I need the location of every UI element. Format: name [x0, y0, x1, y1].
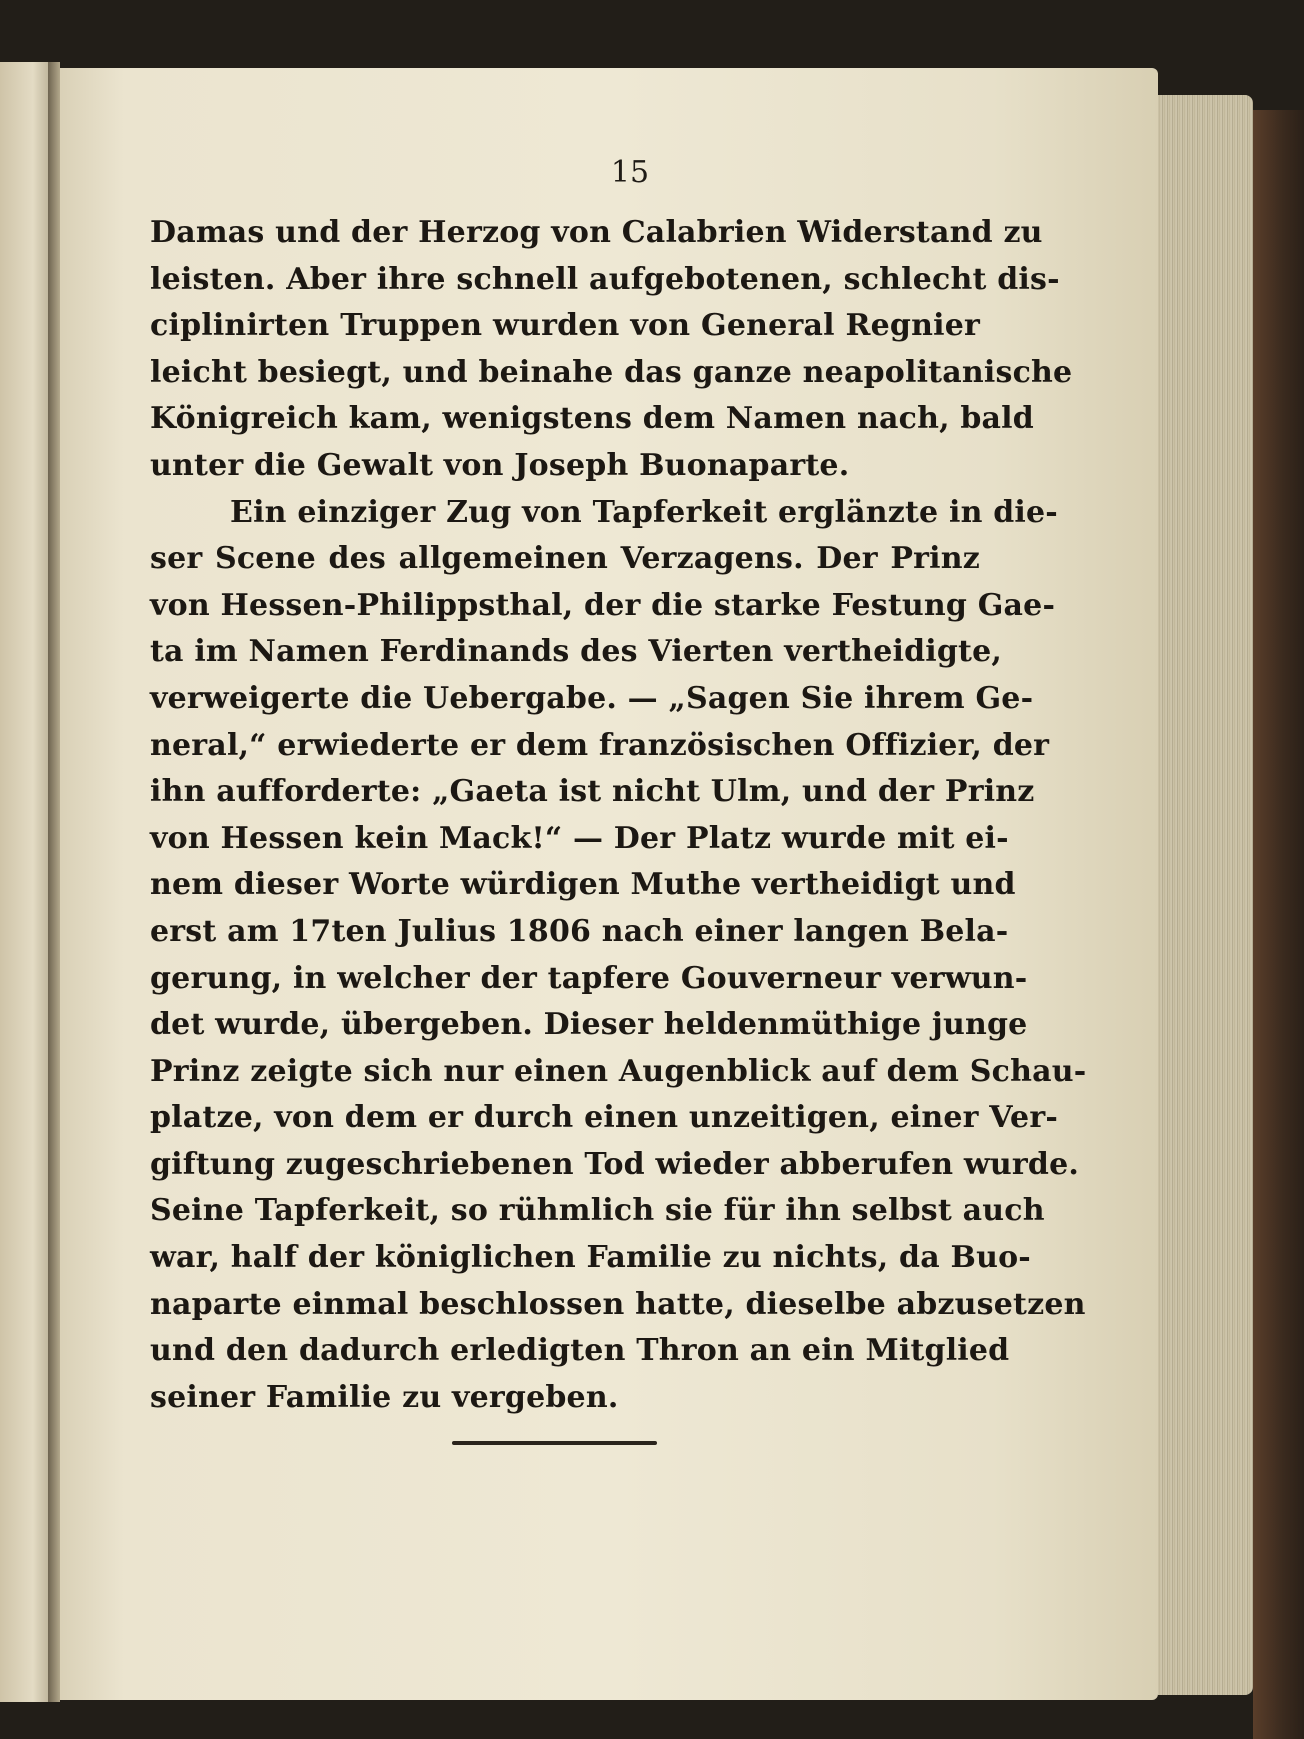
book-cover-edge	[1253, 110, 1304, 1739]
text-line: ta im Namen Ferdinands des Vierten vertheidigte,	[150, 634, 1003, 670]
text-line: unter die Gewalt von Joseph Buonaparte.	[150, 447, 850, 483]
text-line: ihn aufforderte: „Gaeta ist nicht Ulm, und der Prinz	[150, 774, 1035, 810]
text-line: Ein einziger Zug von Tapferkeit erglänzte in die-	[230, 494, 1058, 530]
text-line: gerung, in welcher der tapfere Gouverneur verwun-	[150, 960, 1028, 996]
text-line: platze, von dem er durch einen unzeitigen, einer Ver-	[150, 1100, 1058, 1136]
text-line: von Hessen kein Mack!“ — Der Platz wurde mit ei-	[150, 820, 1009, 856]
text-line: Königreich kam, wenigstens dem Namen nach, bald	[150, 401, 1034, 437]
text-line: ciplinirten Truppen wurden von General Regnier	[150, 308, 980, 344]
text-line: verweigerte die Uebergabe. — „Sagen Sie ihrem Ge-	[150, 680, 1034, 716]
page-number-text: 15	[610, 155, 650, 190]
text-line: erst am 17ten Julius 1806 nach einer langen Bela-	[150, 913, 1009, 949]
text-line: leisten. Aber ihre schnell aufgebotenen, schlecht dis-	[150, 261, 1060, 297]
end-rule-divider	[452, 1441, 657, 1445]
book-gutter	[48, 62, 60, 1702]
text-line: giftung zugeschriebenen Tod wieder abberufen wurde.	[150, 1146, 1079, 1182]
page-stack-edge	[1158, 95, 1253, 1695]
page-number	[0, 155, 1304, 190]
body-text	[150, 210, 1087, 1421]
text-line: ser Scene des allgemeinen Verzagens. Der Prinz	[150, 541, 980, 577]
text-line: det wurde, übergeben. Dieser heldenmüthige junge	[150, 1007, 1028, 1043]
text-line: Prinz zeigte sich nur einen Augenblick auf dem Schau-	[150, 1053, 1087, 1089]
text-line: leicht besiegt, und beinahe das ganze neapolitanische	[150, 354, 1073, 390]
text-line: Damas und der Herzog von Calabrien Widerstand zu	[150, 215, 1043, 250]
text-line: naparte einmal beschlossen hatte, dieselbe abzusetzen	[150, 1286, 1086, 1322]
text-line: und den dadurch erledigten Thron an ein Mitglied	[150, 1333, 1010, 1369]
text-line: neral,“ erwiederte er dem französischen Offizier, der	[150, 727, 1050, 763]
text-line: nem dieser Worte würdigen Muthe vertheidigt und	[150, 867, 1016, 903]
text-line: seiner Familie zu vergeben.	[150, 1379, 619, 1415]
text-line: von Hessen-Philippsthal, der die starke Festung Gae-	[150, 587, 1056, 623]
text-line: war, half der königlichen Familie zu nichts, da Buo-	[150, 1240, 1031, 1276]
text-line: Seine Tapferkeit, so rühmlich sie für ihn selbst auch	[150, 1193, 1045, 1229]
